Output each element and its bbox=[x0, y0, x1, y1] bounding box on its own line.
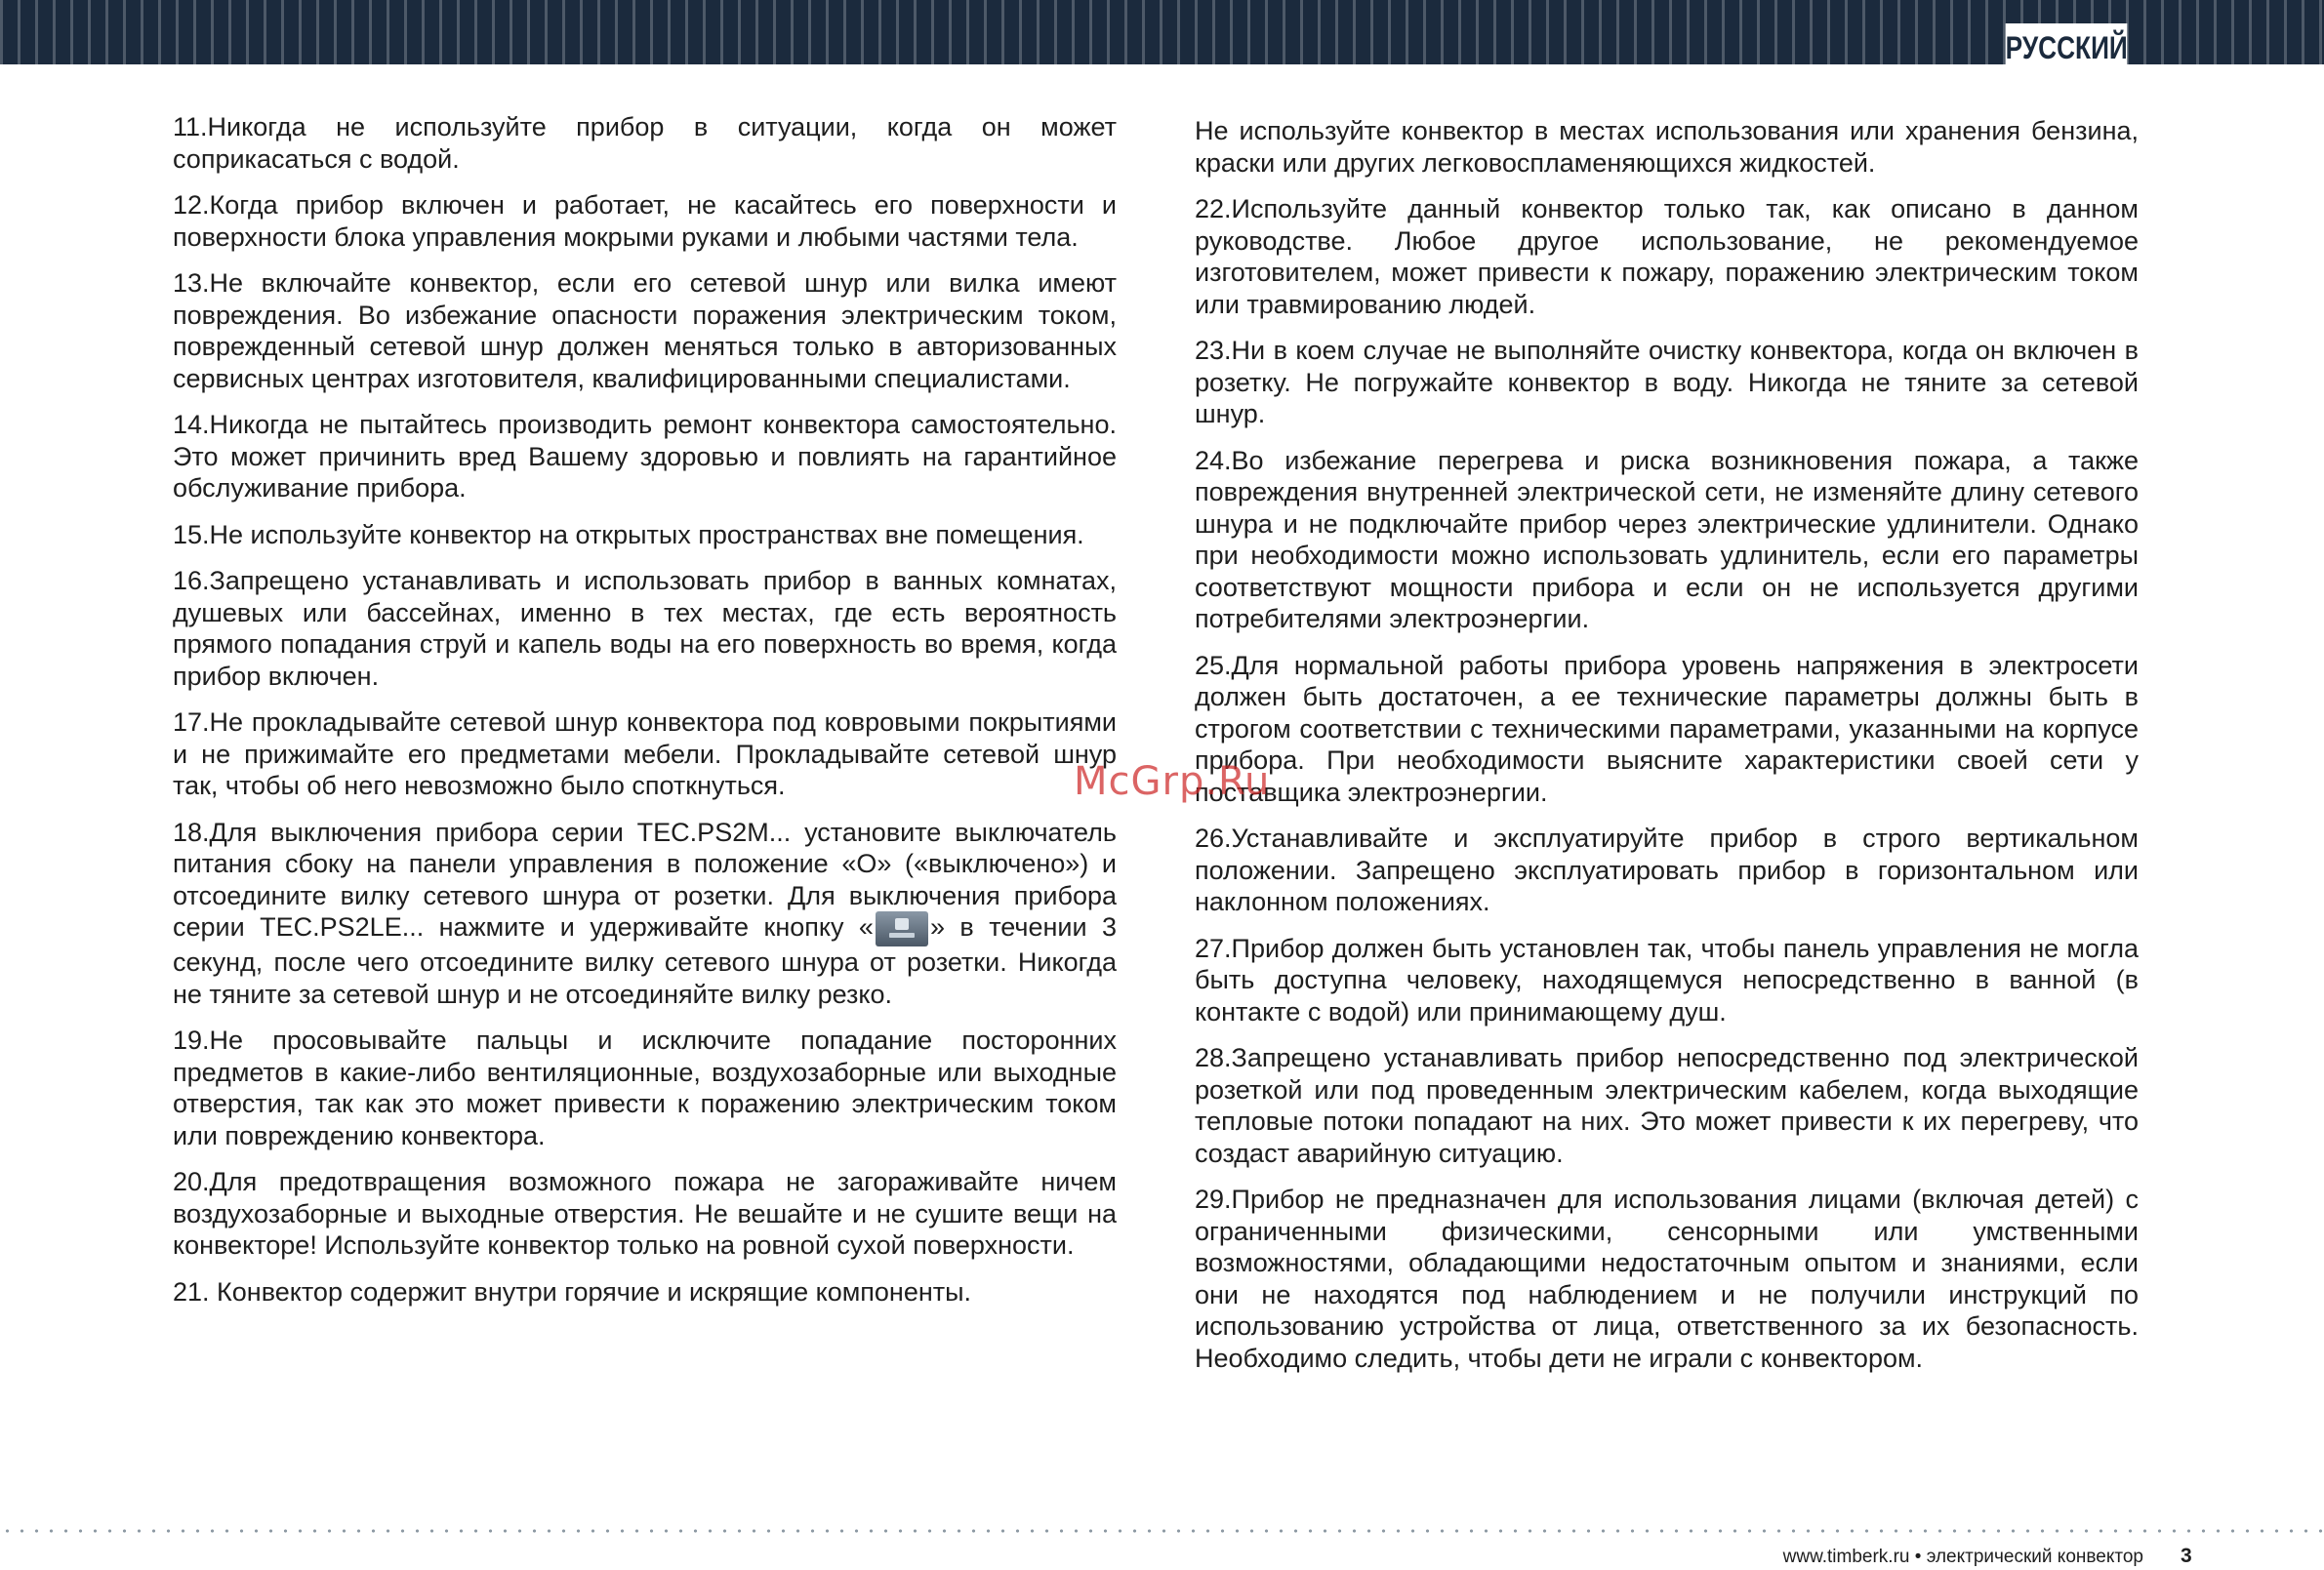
paragraph-16: 16.Запрещено устанавливать и использовать прибор в ванных комнатах, душевых или бассейнах, именно в тех местах, где есть вероятность прямого попадания струй и капель воды на его поверхность во время, когда прибор включен. bbox=[173, 566, 1117, 691]
paragraph-18-after: » в течении 3 секунд, после чего отсоедините вилку сетевого шнура от розетки. Никогда не тяните за сетевой шнур и не отсоединяйте вилку резко. bbox=[173, 912, 1117, 1009]
footer-text: www.timberk.ru • электрический конвектор bbox=[1782, 1547, 2143, 1567]
paragraph-25: 25.Для нормальной работы прибора уровень напряжения в электросети должен быть достаточен, а ее технические параметры должны быть в строгом соответствии с техническими параметрами, указанными на корпусе прибора. При необходимости выясните характеристики своей сети у поставщика электроэнергии. bbox=[1195, 650, 2139, 807]
paragraph-22: 22.Используйте данный конвектор только так, как описано в данном руководстве. Любое другое использование, не рекомендуемое изготовителем, может привести к пожару, поражению электрическим током или травмированию людей. bbox=[1195, 194, 2139, 319]
left-column bbox=[173, 111, 1117, 1322]
paragraph-23: 23.Ни в коем случае не выполняйте очистку конвектора, когда он включен в розетку. Не погружайте конвектор в воду. Никогда не тяните за сетевой шнур. bbox=[1195, 336, 2139, 428]
paragraph-20: 20.Для предотвращения возможного пожара не загораживайте ничем воздухозаборные и выходные отверстия. Не вешайте и не сушите вещи на конвекторе! Используйте конвектор только на ровной сухой поверхности. bbox=[173, 1167, 1117, 1260]
paragraph-12: 12.Когда прибор включен и работает, не касайтесь его поверхности и поверхности блока управления мокрыми руками и любыми частями тела. bbox=[173, 190, 1117, 252]
paragraph-21: 21. Конвектор содержит внутри горячие и искрящие компоненты. bbox=[173, 1276, 972, 1307]
language-label: РУССКИЙ bbox=[2006, 23, 2128, 72]
paragraph-29: 29.Прибор не предназначен для использования лицами (включая детей) с ограниченными физическими, сенсорными или умственными возможностями, обладающими недостаточным опытом и знаниями, если они не находятся под наблюдением и не получили инструкций по использованию устройства от лица, ответственного за их безопасность. Необходимо следить, чтобы дети не играли с конвектором. bbox=[1195, 1185, 2139, 1373]
paragraph-17: 17.Не прокладывайте сетевой шнур конвектора под ковровыми покрытиями и не прижимайте его предметами мебели. Прокладывайте сетевой шнур так, чтобы об него невозможно было споткнуться. bbox=[173, 707, 1117, 800]
paragraph-19: 19.Не просовывайте пальцы и исключите попадание посторонних предметов в какие-либо вентиляционные, воздухозаборные или выходные отверстия, так как это может привести к поражению электрическим током или повреждению конвектора. bbox=[173, 1026, 1117, 1150]
page-number: 3 bbox=[2181, 1545, 2192, 1567]
paragraph-11: 11.Никогда не используйте прибор в ситуации, когда он может соприкасаться с водой. bbox=[173, 112, 1117, 174]
paragraph-13: 13.Не включайте конвектор, если его сетевой шнур или вилка имеют повреждения. Во избежание опасности поражения электрическим током, поврежденный сетевой шнур должен меняться только в авторизованных сервисных центрах изготовителя, квалифицированными специалистами. bbox=[173, 268, 1117, 393]
paragraph-14: 14.Никогда не пытайтесь производить ремонт конвектора самостоятельно. Это может причинить вред Вашему здоровью и повлиять на гарантийное обслуживание прибора. bbox=[173, 410, 1117, 503]
power-button-icon bbox=[876, 911, 928, 946]
paragraph-18-before: 18.Для выключения прибора серии TEC.PS2M... установите выключатель питания сбоку на панели управления в положение «O» («выключено») и отсоедините вилку сетевого шнура от розетки. Для выключения прибора серии TEC.PS2LE... нажмите и удерживайте кнопку « bbox=[173, 817, 1117, 943]
paragraph-18 bbox=[173, 817, 1117, 1011]
footer-divider bbox=[0, 1529, 2324, 1533]
paragraph-26: 26.Устанавливайте и эксплуатируйте прибор в строго вертикальном положении. Запрещено эксплуатировать прибор в горизонтальном или наклонном положениях. bbox=[1195, 824, 2139, 916]
paragraph-27: 27.Прибор должен быть установлен так, чтобы панель управления не могла быть доступна человеку, находящемуся непосредственно в ванной (в контакте с водой) или принимающему душ. bbox=[1195, 933, 2139, 1027]
watermark: McGrp.Ru bbox=[1074, 759, 1271, 804]
header-bar bbox=[0, 0, 2324, 64]
paragraph-24: 24.Во избежание перегрева и риска возникновения пожара, а также повреждения внутренней электрической сети, не изменяйте длину сетевого шнура и не подключайте прибор через электрические удлинители. Однако при необходимости можно использовать удлинитель, если его параметры соответствуют мощности прибора и если он не используется другими потребителями электроэнергии. bbox=[1195, 445, 2139, 633]
right-column bbox=[1195, 115, 2139, 1389]
paragraph-28: 28.Запрещено устанавливать прибор непосредственно под электрической розеткой или под проведенным электрическим кабелем, когда выходящие тепловые потоки попадают на них. Это может привести к их перегреву, что создаст аварийную ситуацию. bbox=[1195, 1043, 2139, 1168]
paragraph-15: 15.Не используйте конвектор на открытых пространствах вне помещения. bbox=[173, 519, 1084, 549]
paragraph-21-cont: Не используйте конвектор в местах использования или хранения бензина, краски или других легковоспламеняющихся жидкостей. bbox=[1195, 116, 2139, 178]
